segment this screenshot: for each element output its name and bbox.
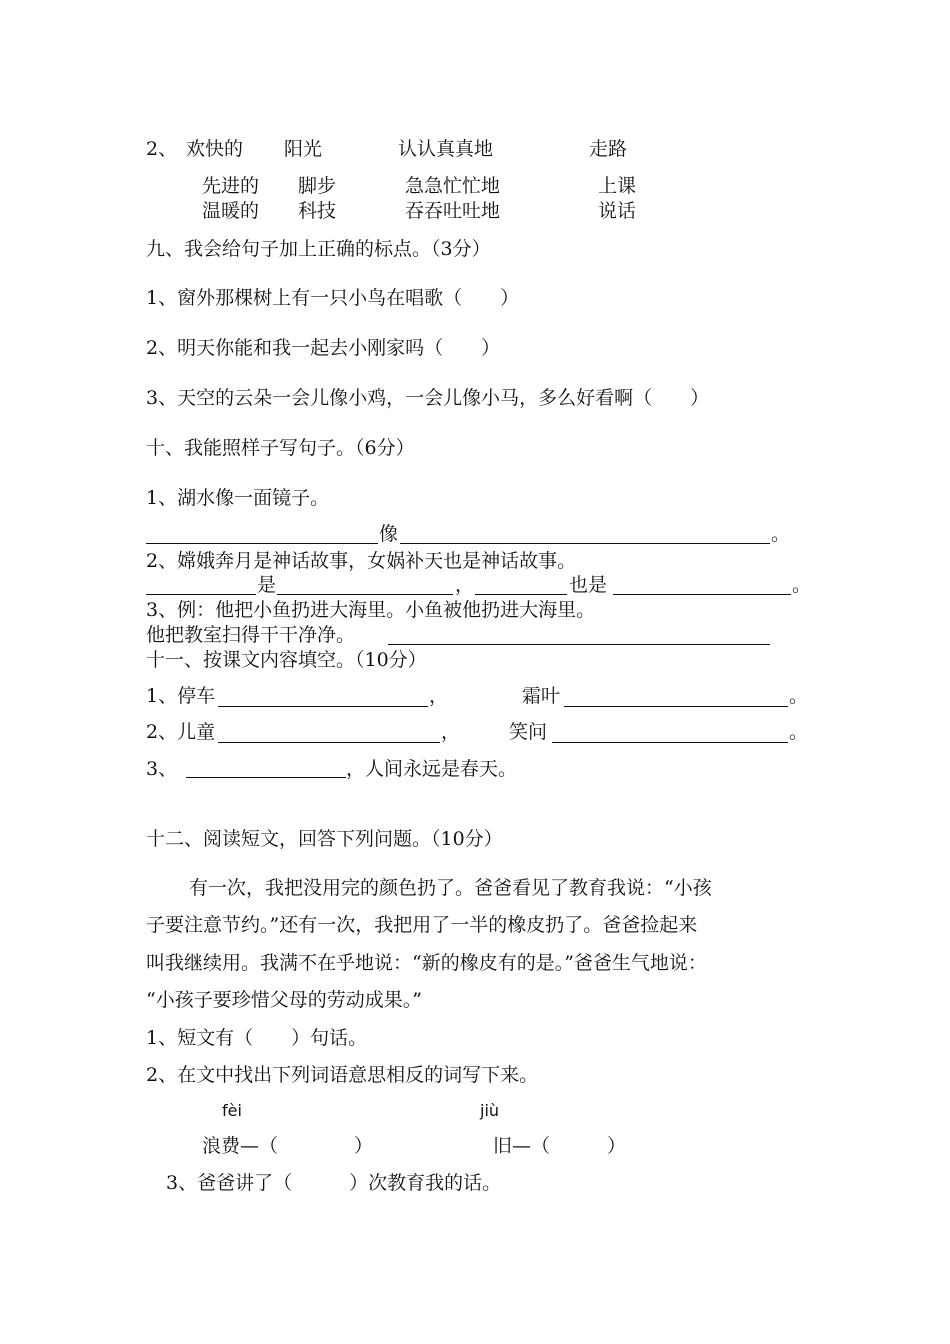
word: 说话	[598, 200, 637, 222]
punctuation: 。	[771, 523, 791, 545]
answer-line[interactable]	[146, 543, 378, 544]
word: 上课	[598, 175, 637, 197]
answer-line[interactable]	[388, 644, 770, 645]
pinyin: fèi	[222, 1101, 242, 1120]
word: 吞吞吐吐地	[405, 200, 501, 222]
question: 1、停车	[146, 685, 216, 707]
word: 温暖的	[202, 200, 260, 222]
question: 2、儿童	[146, 721, 216, 743]
word: 阳光	[284, 138, 323, 160]
answer-line[interactable]	[186, 777, 346, 778]
fill-text: 也是	[569, 574, 608, 596]
question: 浪费—（ ）	[202, 1135, 374, 1157]
question: 1、窗外那棵树上有一只小鸟在唱歌（ ）	[146, 287, 520, 309]
word: 脚步	[298, 175, 337, 197]
punctuation: 。	[789, 721, 809, 743]
word: 急急忙忙地	[405, 175, 501, 197]
passage-line: “小孩子要珍惜父母的劳动成果。”	[146, 989, 422, 1011]
question: 2、明天你能和我一起去小刚家吗（ ）	[146, 337, 501, 359]
punctuation: ，	[441, 721, 461, 743]
punctuation: ，	[429, 685, 449, 707]
answer-line[interactable]	[218, 742, 440, 743]
passage-line: 有一次，我把没用完的颜色扔了。爸爸看见了教育我说：“小孩	[189, 877, 712, 899]
answer-line[interactable]	[277, 594, 453, 595]
answer-line[interactable]	[475, 594, 567, 595]
question: 旧—（ ）	[493, 1135, 627, 1157]
punctuation: ，	[455, 574, 475, 596]
question: 1、短文有（ ）句话。	[146, 1027, 368, 1049]
fill-text: 是	[257, 574, 277, 596]
question: ，人间永远是春天。	[346, 758, 518, 780]
word: 欢快的	[186, 138, 244, 160]
section-title: 九、我会给句子加上正确的标点。（3分）	[146, 238, 491, 260]
passage-line: 子要注意节约。”还有一次，我把用了一半的橡皮扔了。爸爸捡起来	[146, 914, 698, 936]
question: 3、例：他把小鱼扔进大海里。小鱼被他扔进大海里。	[146, 599, 596, 621]
pinyin: jiù	[480, 1101, 500, 1120]
question: 2、嫦娥奔月是神话故事，女娲补天也是神话故事。	[146, 550, 577, 572]
passage-line: 叫我继续用。我满不在乎地说：“新的橡皮有的是。”爸爸生气地说：	[146, 952, 707, 974]
answer-line[interactable]	[552, 742, 788, 743]
question: 笑问	[509, 721, 548, 743]
item-number: 2、	[146, 138, 178, 160]
section-title: 十、我能照样子写句子。（6分）	[146, 437, 415, 459]
fill-text: 像	[379, 523, 399, 545]
word: 先进的	[202, 175, 260, 197]
answer-line[interactable]	[400, 543, 770, 544]
word: 科技	[298, 200, 337, 222]
question: 2、在文中找出下列词语意思相反的词写下来。	[146, 1064, 539, 1086]
question: 1、湖水像一面镜子。	[146, 487, 330, 509]
answer-line[interactable]	[146, 594, 256, 595]
word: 走路	[589, 138, 628, 160]
punctuation: 。	[792, 574, 812, 596]
question: 3、	[146, 758, 178, 780]
question: 霜叶	[522, 685, 561, 707]
question: 3、天空的云朵一会儿像小鸡，一会儿像小马，多么好看啊（ ）	[146, 387, 710, 409]
punctuation: 。	[789, 685, 809, 707]
word: 认认真真地	[398, 138, 494, 160]
question: 他把教室扫得干干净净。	[146, 624, 356, 646]
answer-line[interactable]	[218, 706, 428, 707]
section-title: 十一、按课文内容填空。（10分）	[146, 649, 427, 671]
answer-line[interactable]	[564, 706, 788, 707]
answer-line[interactable]	[613, 594, 791, 595]
question: 3、爸爸讲了（ ）次教育我的话。	[166, 1172, 502, 1194]
section-title: 十二、阅读短文，回答下列问题。（10分）	[146, 828, 503, 850]
